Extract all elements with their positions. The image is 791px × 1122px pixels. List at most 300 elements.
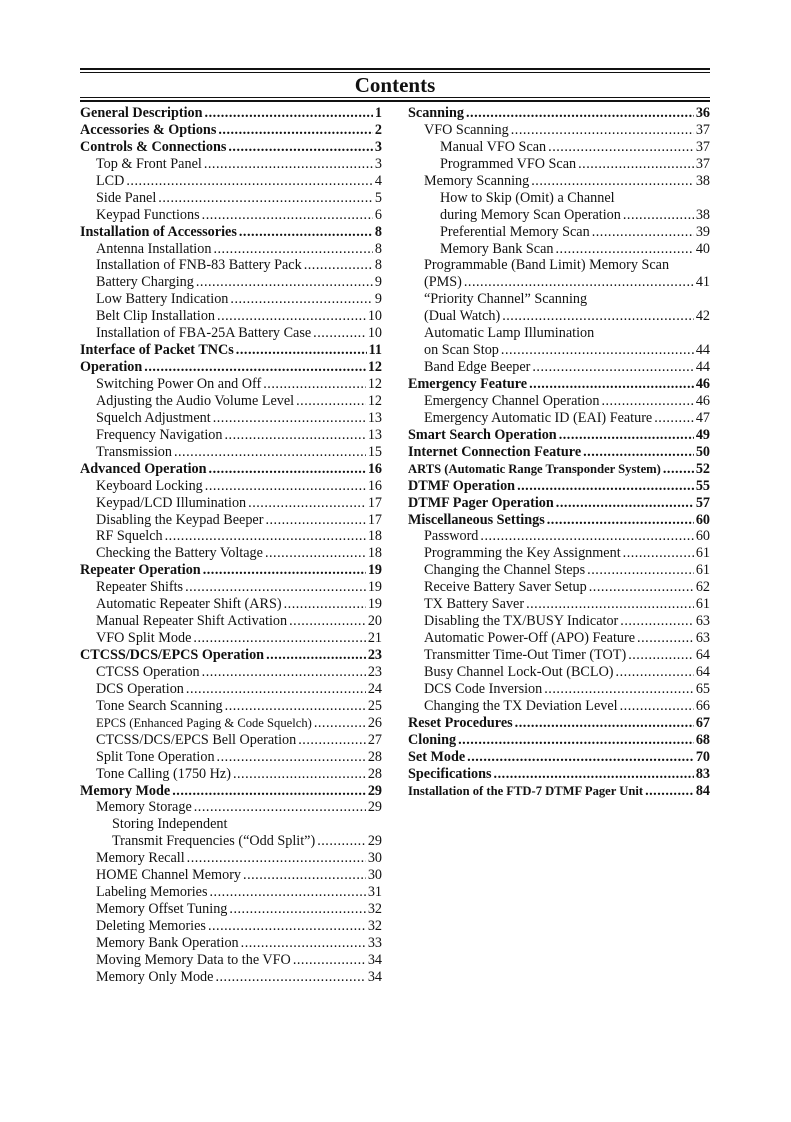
toc-section-entry[interactable]: [80, 647, 382, 664]
toc-section-entry[interactable]: [408, 783, 710, 800]
toc-page-number: 30: [367, 867, 382, 884]
toc-page-number: 8: [374, 240, 382, 257]
toc-section-entry[interactable]: [408, 461, 710, 478]
toc-subsection-entry[interactable]: [80, 816, 382, 833]
toc-subsection-entry[interactable]: [80, 325, 382, 342]
toc-entry-title: Memory Mode: [80, 782, 171, 799]
toc-subsection-entry[interactable]: [80, 715, 382, 732]
toc-subsection-entry[interactable]: [80, 850, 382, 867]
toc-subsection-entry[interactable]: [408, 528, 710, 545]
toc-entry-title: Installation of Accessories: [80, 223, 237, 240]
toc-page-number: 15: [367, 443, 382, 460]
toc-entry-title: Disabling the Keypad Beeper: [96, 511, 264, 528]
toc-subsection-entry[interactable]: [80, 749, 382, 766]
dot-leader: [243, 867, 366, 884]
toc-subsection-entry[interactable]: [408, 681, 710, 698]
toc-subsection-entry[interactable]: [408, 579, 710, 596]
toc-entry-title: Programming the Key Assignment: [424, 545, 621, 562]
toc-entry-title: Keypad/LCD Illumination: [96, 494, 247, 511]
toc-entry-title: Transmitter Time-Out Timer (TOT): [424, 647, 627, 663]
toc-page-number: 11: [368, 342, 382, 359]
dot-leader: [620, 613, 694, 630]
toc-page-number: 19: [367, 579, 382, 596]
toc-subsection-entry[interactable]: [408, 207, 710, 224]
toc-subsection-entry[interactable]: [80, 613, 382, 630]
dot-leader: [229, 901, 365, 918]
toc-page-number: 4: [374, 172, 382, 189]
toc-section-entry[interactable]: [408, 749, 710, 766]
toc-section-entry[interactable]: [408, 715, 710, 732]
toc-entry-title: Storing Independent: [112, 816, 228, 833]
dot-leader: [144, 359, 366, 376]
toc-entry-title: Deleting Memories: [96, 918, 206, 934]
toc-section-entry[interactable]: [408, 512, 710, 529]
toc-page-number: 21: [367, 630, 382, 647]
toc-subsection-entry[interactable]: [80, 173, 382, 190]
toc-entry-title: Transmit Frequencies (“Odd Split”): [112, 833, 316, 850]
toc-page-number: 63: [695, 613, 710, 630]
dot-leader: [213, 410, 366, 427]
toc-section-entry[interactable]: [80, 359, 382, 376]
toc-entry-title: Emergency Feature: [408, 376, 528, 392]
toc-subsection-entry[interactable]: [80, 308, 382, 325]
toc-page-number: 33: [367, 934, 382, 951]
toc-entry-title: Memory Bank Scan: [440, 240, 554, 257]
dot-leader: [531, 173, 694, 190]
toc-entry-title: Repeater Operation: [80, 562, 201, 579]
toc-subsection-entry[interactable]: [80, 867, 382, 884]
toc-subsection-entry[interactable]: [80, 545, 382, 562]
toc-entry-title: Top & Front Panel: [96, 155, 202, 172]
toc-page-number: 83: [695, 765, 710, 782]
toc-page-number: 84: [695, 782, 710, 799]
toc-page-number: 46: [695, 376, 710, 392]
toc-entry-title: Preferential Memory Scan: [440, 223, 590, 240]
toc-subsection-entry[interactable]: [408, 241, 710, 258]
toc-page-number: 57: [695, 494, 710, 511]
dot-leader: [559, 427, 694, 444]
toc-entry-title: Tone Calling (1750 Hz): [96, 765, 231, 782]
toc-page-number: 19: [367, 596, 382, 613]
toc-entry-title: Repeater Shifts: [96, 579, 184, 596]
toc-subsection-entry[interactable]: [80, 444, 382, 461]
toc-entry-title: Changing the TX Deviation Level: [424, 697, 618, 714]
toc-section-entry[interactable]: [80, 342, 382, 359]
toc-page-number: 20: [367, 613, 382, 630]
toc-page-number: 23: [367, 663, 382, 680]
toc-entry-title: Installation of FNB-83 Battery Pack: [96, 257, 302, 274]
toc-subsection-entry[interactable]: [80, 918, 382, 935]
dot-leader: [205, 478, 366, 495]
toc-subsection-entry[interactable]: [408, 342, 710, 359]
toc-subsection-entry[interactable]: [408, 190, 710, 207]
toc-page-number: 29: [367, 799, 382, 816]
dot-leader: [645, 783, 694, 800]
toc-page-number: 36: [695, 105, 710, 121]
dot-leader: [239, 224, 373, 241]
toc-entry-title: CTCSS/DCS/EPCS Bell Operation: [96, 731, 297, 748]
dot-leader: [555, 241, 693, 258]
toc-page-number: 12: [367, 392, 382, 409]
dot-leader: [480, 528, 693, 545]
toc-page-number: 13: [367, 409, 382, 426]
dot-leader: [209, 461, 366, 478]
toc-entry-title: VFO Split Mode: [96, 630, 192, 647]
toc-page-number: 61: [695, 596, 710, 613]
toc-section-entry[interactable]: [408, 376, 710, 393]
toc-subsection-entry[interactable]: [80, 495, 382, 512]
toc-page-number: 16: [367, 477, 382, 494]
toc-subsection-entry[interactable]: [80, 681, 382, 698]
toc-subsection-entry[interactable]: [80, 257, 382, 274]
title-rule-bottom: [80, 100, 710, 102]
dot-leader: [217, 308, 366, 325]
dot-leader: [313, 325, 366, 342]
toc-entry-title: HOME Channel Memory: [96, 867, 242, 884]
toc-entry-title: Smart Search Operation: [408, 426, 557, 443]
toc-page-number: 49: [695, 426, 710, 443]
toc-page-number: 41: [695, 274, 710, 291]
toc-page-number: 28: [367, 748, 382, 765]
toc-section-entry[interactable]: [80, 105, 382, 122]
dot-leader: [158, 190, 373, 207]
dot-leader: [663, 461, 694, 478]
toc-page-number: 25: [367, 697, 382, 714]
toc-section-entry[interactable]: [80, 461, 382, 478]
toc-entry-title: Memory Bank Operation: [96, 934, 239, 951]
toc-entry-title: VFO Scanning: [424, 121, 509, 138]
toc-subsection-entry[interactable]: [80, 935, 382, 952]
toc-subsection-entry[interactable]: [80, 952, 382, 969]
toc-entry-title: DTMF Operation: [408, 477, 516, 494]
dot-leader: [225, 698, 366, 715]
toc-entry-title: Memory Scanning: [424, 172, 530, 189]
toc-entry-title: Automatic Lamp Illumination: [424, 325, 595, 342]
toc-entry-title: Cloning: [408, 731, 457, 748]
toc-section-entry[interactable]: [408, 732, 710, 749]
toc-page-number: 42: [695, 308, 710, 325]
toc-page-number: 38: [695, 172, 710, 189]
toc-entry-title: Specifications: [408, 765, 492, 782]
toc-subsection-entry[interactable]: [408, 359, 710, 376]
toc-subsection-entry[interactable]: [408, 122, 710, 139]
toc-entry-title: General Description: [80, 105, 203, 121]
toc-subsection-entry[interactable]: [408, 545, 710, 562]
dot-leader: [589, 579, 694, 596]
dot-leader: [526, 596, 694, 613]
toc-page-number: 65: [695, 680, 710, 697]
toc-page-number: 55: [695, 477, 710, 494]
toc-entry-title: Internet Connection Feature: [408, 443, 582, 460]
toc-section-entry[interactable]: [408, 105, 710, 122]
toc-subsection-entry[interactable]: [408, 139, 710, 156]
toc-page-number: 64: [695, 663, 710, 680]
toc-subsection-entry[interactable]: [408, 257, 710, 274]
toc-subsection-entry[interactable]: [80, 512, 382, 529]
dot-leader: [202, 207, 373, 224]
dot-leader: [466, 105, 694, 122]
toc-page-number: 1: [374, 105, 382, 121]
dot-leader: [126, 173, 373, 190]
toc-entry-title: Automatic Power-Off (APO) Feature: [424, 630, 636, 647]
toc-subsection-entry[interactable]: [80, 376, 382, 393]
toc-section-entry[interactable]: [80, 139, 382, 156]
toc-entry-title: Transmission: [96, 443, 172, 460]
toc-entry-title: EPCS (Enhanced Paging & Code Squelch): [96, 715, 312, 730]
dot-leader: [241, 935, 366, 952]
dot-leader: [196, 274, 373, 291]
dot-leader: [556, 495, 694, 512]
dot-leader: [289, 613, 366, 630]
toc-page-number: 24: [367, 680, 382, 697]
dot-leader: [616, 664, 694, 681]
dot-leader: [284, 596, 366, 613]
dot-leader: [187, 850, 366, 867]
toc-entry-title: Memory Only Mode: [96, 968, 214, 985]
dot-leader: [186, 681, 366, 698]
toc-section-entry[interactable]: [408, 495, 710, 512]
toc-right-column: [408, 105, 710, 799]
toc-entry-title: Manual Repeater Shift Activation: [96, 613, 288, 630]
toc-page-number: 13: [367, 426, 382, 443]
toc-subsection-entry[interactable]: [80, 799, 382, 816]
toc-section-entry[interactable]: [408, 444, 710, 461]
dot-leader: [213, 241, 372, 258]
toc-subsection-entry[interactable]: [80, 630, 382, 647]
dot-leader: [263, 376, 366, 393]
toc-entry-title: Split Tone Operation: [96, 748, 215, 765]
toc-entry-title: Automatic Repeater Shift (ARS): [96, 596, 282, 613]
toc-entry-title: Switching Power On and Off: [96, 376, 262, 392]
toc-page-number: 28: [367, 765, 382, 782]
dot-leader: [317, 833, 366, 850]
dot-leader: [544, 681, 694, 698]
toc-page-number: 30: [367, 850, 382, 867]
dot-leader: [587, 562, 694, 579]
dot-leader: [174, 444, 366, 461]
toc-page-number: 32: [367, 918, 382, 934]
toc-subsection-entry[interactable]: [80, 833, 382, 850]
toc-entry-title: during Memory Scan Operation: [440, 206, 621, 223]
toc-entry-title: Memory Storage: [96, 799, 192, 816]
toc-subsection-entry[interactable]: [80, 664, 382, 681]
toc-entry-title: Programmed VFO Scan: [440, 155, 577, 172]
dot-leader: [517, 478, 694, 495]
toc-subsection-entry[interactable]: [80, 901, 382, 918]
toc-subsection-entry[interactable]: [408, 291, 710, 308]
title-rule-top: [80, 68, 710, 70]
toc-subsection-entry[interactable]: [80, 884, 382, 901]
dot-leader: [228, 139, 373, 156]
dot-leader: [464, 274, 694, 291]
toc-subsection-entry[interactable]: [80, 732, 382, 749]
toc-section-entry[interactable]: [80, 224, 382, 241]
dot-leader: [623, 545, 694, 562]
toc-entry-title: Low Battery Indication: [96, 291, 229, 308]
toc-subsection-entry[interactable]: [408, 224, 710, 241]
toc-page-number: 17: [367, 511, 382, 528]
toc-entry-title: Moving Memory Data to the VFO: [96, 951, 291, 968]
dot-leader: [304, 257, 373, 274]
toc-page-number: 18: [367, 528, 382, 545]
toc-entry-title: on Scan Stop: [424, 342, 499, 359]
toc-page-number: 6: [374, 206, 382, 223]
toc-subsection-entry[interactable]: [408, 325, 710, 342]
toc-page-number: 9: [374, 291, 382, 308]
page-title: Contents: [354, 73, 436, 97]
toc-subsection-entry[interactable]: [80, 427, 382, 444]
toc-page-number: 12: [367, 359, 382, 376]
dot-leader: [202, 664, 366, 681]
dot-leader: [548, 139, 694, 156]
toc-entry-title: Busy Channel Lock-Out (BCLO): [424, 663, 614, 680]
toc-entry-title: “Priority Channel” Scanning: [424, 291, 588, 308]
toc-page-number: 60: [695, 511, 710, 528]
toc-entry-title: LCD: [96, 172, 125, 189]
toc-page-number: 3: [374, 138, 382, 155]
dot-leader: [224, 427, 365, 444]
dot-leader: [233, 766, 366, 783]
dot-leader: [637, 630, 694, 647]
dot-leader: [515, 715, 694, 732]
toc-subsection-entry[interactable]: [408, 156, 710, 173]
toc-subsection-entry[interactable]: [408, 596, 710, 613]
toc-entry-title: (Dual Watch): [424, 308, 501, 325]
toc-entry-title: CTCSS/DCS/EPCS Operation: [80, 647, 265, 663]
toc-entry-title: Programmable (Band Limit) Memory Scan: [424, 257, 670, 274]
toc-subsection-entry[interactable]: [80, 410, 382, 427]
toc-subsection-entry[interactable]: [408, 393, 710, 410]
toc-subsection-entry[interactable]: [80, 969, 382, 986]
dot-leader: [623, 207, 694, 224]
dot-leader: [185, 579, 366, 596]
toc-subsection-entry[interactable]: [408, 562, 710, 579]
toc-section-entry[interactable]: [80, 783, 382, 800]
toc-page-number: 18: [367, 545, 382, 562]
toc-entry-title: CTCSS Operation: [96, 663, 200, 680]
toc-entry-title: Disabling the TX/BUSY Indicator: [424, 613, 619, 630]
toc-page-number: 23: [367, 647, 382, 663]
dot-leader: [620, 698, 694, 715]
toc-page-number: 37: [695, 155, 710, 172]
toc-entry-title: Miscellaneous Settings: [408, 511, 545, 528]
toc-entry-title: Tone Search Scanning: [96, 697, 223, 714]
toc-page-number: 40: [695, 240, 710, 257]
toc-subsection-entry[interactable]: [80, 190, 382, 207]
dot-leader: [204, 156, 373, 173]
toc-subsection-entry[interactable]: [80, 698, 382, 715]
toc-subsection-entry[interactable]: [408, 630, 710, 647]
dot-leader: [296, 393, 366, 410]
dot-leader: [248, 495, 366, 512]
toc-subsection-entry[interactable]: [408, 308, 710, 325]
dot-leader: [467, 749, 694, 766]
toc-entry-title: TX Battery Saver: [424, 596, 525, 613]
toc-section-entry[interactable]: [408, 427, 710, 444]
dot-leader: [529, 376, 694, 393]
title-rule-bottom-thin: [80, 97, 710, 98]
toc-page-number: 62: [695, 579, 710, 596]
dot-leader: [547, 512, 694, 529]
toc-subsection-entry[interactable]: [80, 579, 382, 596]
dot-leader: [501, 342, 694, 359]
toc-entry-title: Changing the Channel Steps: [424, 562, 586, 579]
toc-section-entry[interactable]: [408, 478, 710, 495]
toc-entry-title: Side Panel: [96, 189, 157, 206]
toc-entry-title: Installation of FBA-25A Battery Case: [96, 325, 312, 342]
toc-subsection-entry[interactable]: [80, 766, 382, 783]
toc-entry-title: Labeling Memories: [96, 884, 208, 901]
toc-page-number: 66: [695, 697, 710, 714]
toc-subsection-entry[interactable]: [80, 207, 382, 224]
toc-subsection-entry[interactable]: [408, 647, 710, 664]
toc-section-entry[interactable]: [80, 122, 382, 139]
toc-subsection-entry[interactable]: [408, 274, 710, 291]
toc-page-number: 68: [695, 731, 710, 748]
dot-leader: [578, 156, 694, 173]
toc-section-entry[interactable]: [408, 766, 710, 783]
toc-page-number: 38: [695, 206, 710, 223]
dot-leader: [193, 630, 365, 647]
toc-page-number: 16: [367, 460, 382, 477]
dot-leader: [592, 224, 694, 241]
toc-entry-title: (PMS): [424, 274, 462, 291]
toc-subsection-entry[interactable]: [408, 410, 710, 427]
toc-page-number: 61: [695, 545, 710, 562]
toc-page-number: 44: [695, 342, 710, 359]
toc-page-number: 37: [695, 138, 710, 155]
dot-leader: [265, 545, 366, 562]
toc-entry-title: Installation of the FTD-7 DTMF Pager Unit: [408, 783, 644, 798]
toc-entry-title: Battery Charging: [96, 274, 194, 291]
toc-subsection-entry[interactable]: [408, 173, 710, 190]
toc-subsection-entry[interactable]: [80, 274, 382, 291]
toc-page-number: 63: [695, 630, 710, 647]
dot-leader: [210, 884, 366, 901]
toc-subsection-entry[interactable]: [80, 393, 382, 410]
toc-page-number: 8: [374, 257, 382, 274]
dot-leader: [511, 122, 694, 139]
toc-subsection-entry[interactable]: [80, 528, 382, 545]
toc-entry-title: Adjusting the Audio Volume Level: [96, 392, 295, 409]
toc-subsection-entry[interactable]: [408, 664, 710, 681]
dot-leader: [230, 291, 373, 308]
toc-page-number: 9: [374, 274, 382, 291]
toc-page-number: 2: [374, 121, 382, 138]
toc-section-entry[interactable]: [80, 562, 382, 579]
toc-entry-title: Manual VFO Scan: [440, 138, 547, 155]
toc-entry-title: Emergency Channel Operation: [424, 392, 600, 409]
toc-page-number: 32: [367, 901, 382, 918]
toc-page-number: 60: [695, 528, 710, 545]
toc-subsection-entry[interactable]: [408, 613, 710, 630]
dot-leader: [532, 359, 693, 376]
toc-entry-title: Emergency Automatic ID (EAI) Feature: [424, 409, 653, 426]
toc-page-number: 27: [367, 731, 382, 748]
toc-page-number: 8: [374, 223, 382, 240]
toc-entry-title: Keypad Functions: [96, 206, 200, 223]
toc-subsection-entry[interactable]: [80, 291, 382, 308]
toc-subsection-entry[interactable]: [80, 478, 382, 495]
toc-subsection-entry[interactable]: [80, 241, 382, 258]
toc-subsection-entry[interactable]: [80, 596, 382, 613]
dot-leader: [583, 444, 694, 461]
toc-subsection-entry[interactable]: [408, 698, 710, 715]
dot-leader: [217, 749, 366, 766]
dot-leader: [654, 410, 694, 427]
toc-subsection-entry[interactable]: [80, 156, 382, 173]
toc-entry-title: Advanced Operation: [80, 460, 207, 477]
